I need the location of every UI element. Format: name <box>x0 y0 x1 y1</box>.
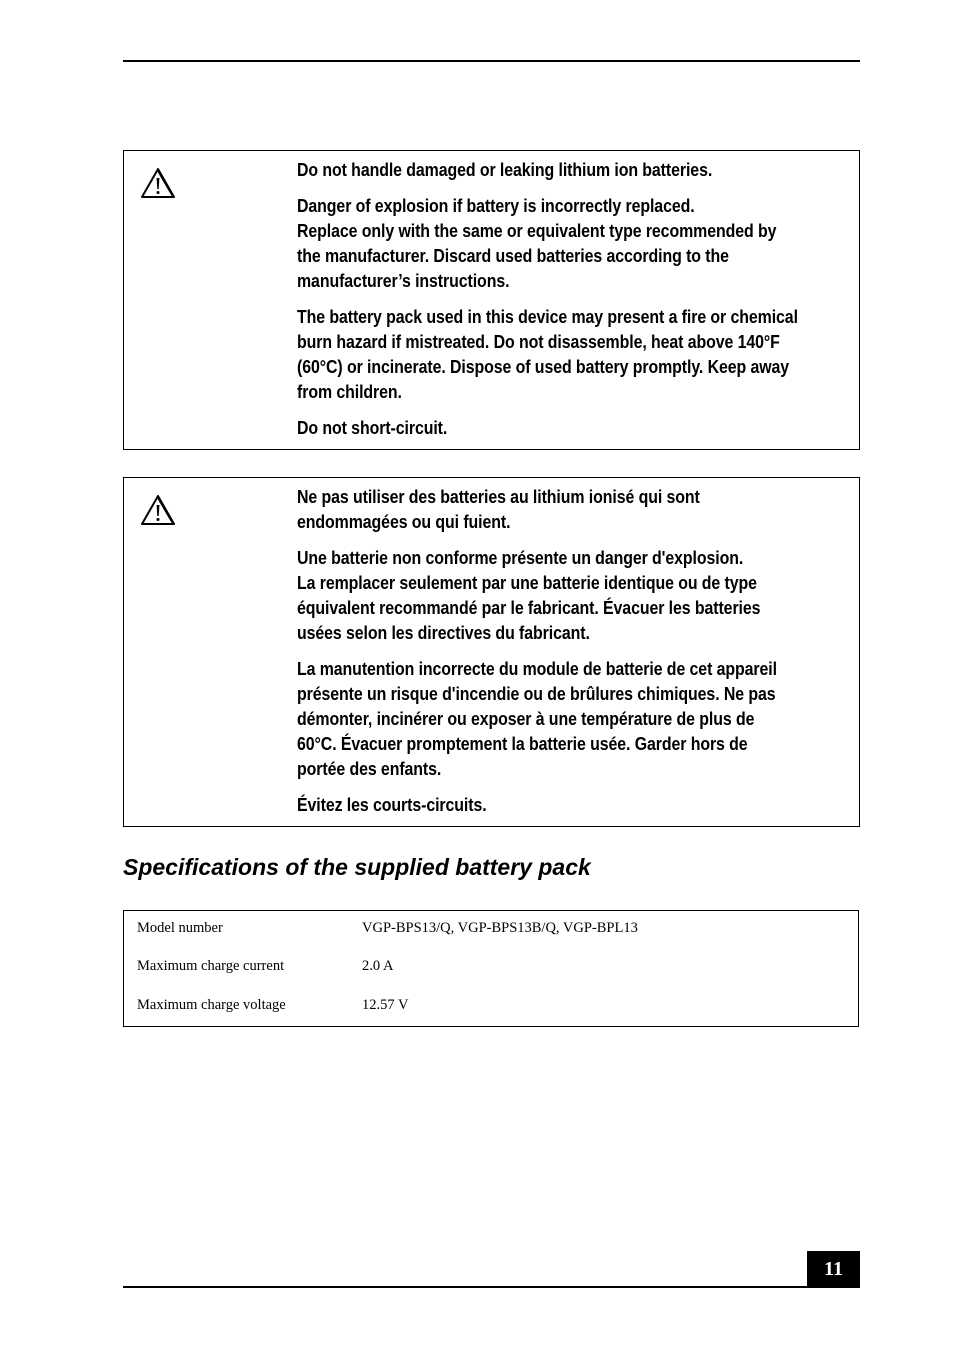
warning-line: portée des enfants. <box>297 758 442 779</box>
warning-box-french <box>123 477 860 827</box>
warning-text-english <box>297 157 847 451</box>
warning-paragraph <box>297 304 847 404</box>
warning-line: Évitez les courts-circuits. <box>297 794 487 815</box>
warning-paragraph <box>297 193 847 293</box>
footer-rule <box>123 1286 860 1288</box>
warning-paragraph <box>297 415 847 440</box>
warning-line: présente un risque d'incendie ou de brûlures chimiques. Ne pas <box>297 683 776 704</box>
warning-line: endommagées ou qui fuient. <box>297 511 511 532</box>
warning-text-french <box>297 484 847 828</box>
spec-value: VGP-BPS13/Q, VGP-BPS13B/Q, VGP-BPL13 <box>362 920 638 936</box>
warning-line: équivalent recommandé par le fabricant. Évacuer les batteries <box>297 597 761 618</box>
warning-line: usées selon les directives du fabricant. <box>297 622 590 643</box>
warning-line: the manufacturer. Discard used batteries according to the <box>297 245 729 266</box>
warning-line: La manutention incorrecte du module de batterie de cet appareil <box>297 658 777 679</box>
warning-triangle-icon <box>140 494 176 526</box>
page-number: 11 <box>807 1251 860 1287</box>
header-rule <box>123 60 860 62</box>
warning-triangle-icon <box>140 167 176 199</box>
warning-line: Replace only with the same or equivalent type recommended by <box>297 220 777 241</box>
warning-paragraph <box>297 545 847 645</box>
warning-line: Ne pas utiliser des batteries au lithium ionisé qui sont <box>297 486 700 507</box>
table-row <box>124 958 858 978</box>
warning-paragraph <box>297 792 847 817</box>
table-row <box>124 997 858 1017</box>
spec-value: 12.57 V <box>362 997 409 1013</box>
spec-value: 2.0 A <box>362 958 394 974</box>
warning-line: manufacturer’s instructions. <box>297 270 510 291</box>
spec-label: Model number <box>137 920 223 936</box>
spec-label: Maximum charge voltage <box>137 997 286 1013</box>
spec-label: Maximum charge current <box>137 958 285 974</box>
warning-line: 60°C. Évacuer promptement la batterie usée. Garder hors de <box>297 733 748 754</box>
warning-line: démonter, incinérer ou exposer à une température de plus de <box>297 708 755 729</box>
warning-paragraph <box>297 656 847 781</box>
warning-line: Do not short-circuit. <box>297 417 448 438</box>
warning-line: Danger of explosion if battery is incorrectly replaced. <box>297 195 695 216</box>
warning-line: Une batterie non conforme présente un danger d'explosion. <box>297 547 744 568</box>
table-row <box>124 920 858 940</box>
warning-line: La remplacer seulement par une batterie identique ou de type <box>297 572 757 593</box>
warning-paragraph <box>297 484 847 534</box>
warning-line: from children. <box>297 381 402 402</box>
warning-box-english <box>123 150 860 450</box>
warning-line: The battery pack used in this device may present a fire or chemical <box>297 306 798 327</box>
warning-line: Do not handle damaged or leaking lithium ion batteries. <box>297 159 713 180</box>
warning-line: burn hazard if mistreated. Do not disassemble, heat above 140°F <box>297 331 780 352</box>
section-title: Specifications of the supplied battery pack <box>123 854 591 880</box>
specifications-table <box>123 910 859 1027</box>
warning-paragraph <box>297 157 847 182</box>
warning-line: (60°C) or incinerate. Dispose of used battery promptly. Keep away <box>297 356 790 377</box>
